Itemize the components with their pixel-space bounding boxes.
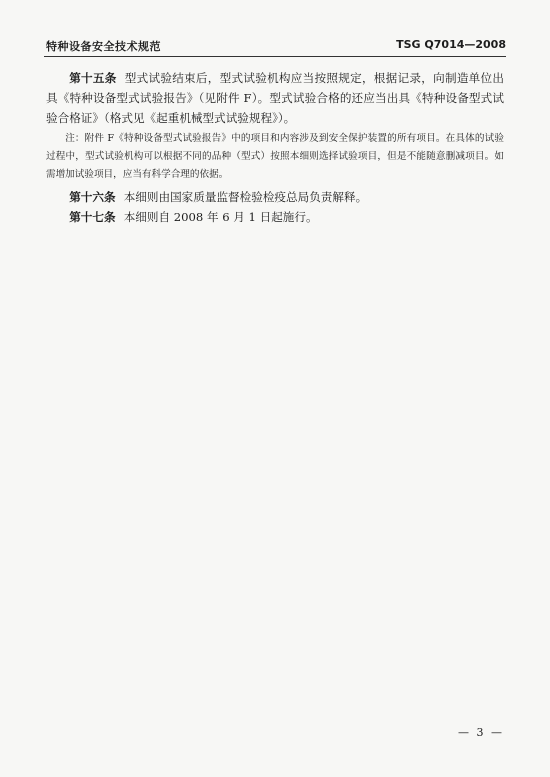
header-divider — [44, 56, 506, 57]
article-label: 第十六条 — [69, 190, 116, 204]
article-label: 第十七条 — [69, 210, 116, 224]
article-text: 本细则自 2008 年 6 月 1 日起施行。 — [123, 210, 318, 224]
header-title: 特种设备安全技术规范 — [46, 40, 161, 53]
article-17 — [46, 207, 504, 227]
page-number: — 3 — — [458, 726, 504, 739]
article-16 — [46, 187, 504, 207]
note-paragraph: 注：附件 F《特种设备型式试验报告》中的项目和内容涉及到安全保护装置的所有项目。在具体的试验过程中，型式试验机构可以根据不同的品种（型式）按照本细则选择试验项目，但是不能随意删减项目。如需增加试验项目，应当有科学合理的依据。 — [46, 133, 504, 180]
article-15 — [46, 68, 504, 128]
standard-code: TSG Q7014—2008 — [396, 38, 506, 51]
article-label: 第十五条 — [69, 71, 117, 85]
article-text: 型式试验结束后，型式试验机构应当按照规定，根据记录，向制造单位出具《特种设备型式试验报告》（见附件 F）。型式试验合格的还应当出具《特种设备型式试验合格证》（格式见《起重机械型式试验规程》）。 — [46, 71, 504, 125]
article-text: 本细则由国家质量监督检验检疫总局负责解释。 — [123, 190, 368, 204]
page-header — [46, 38, 506, 56]
document-body — [46, 68, 504, 227]
